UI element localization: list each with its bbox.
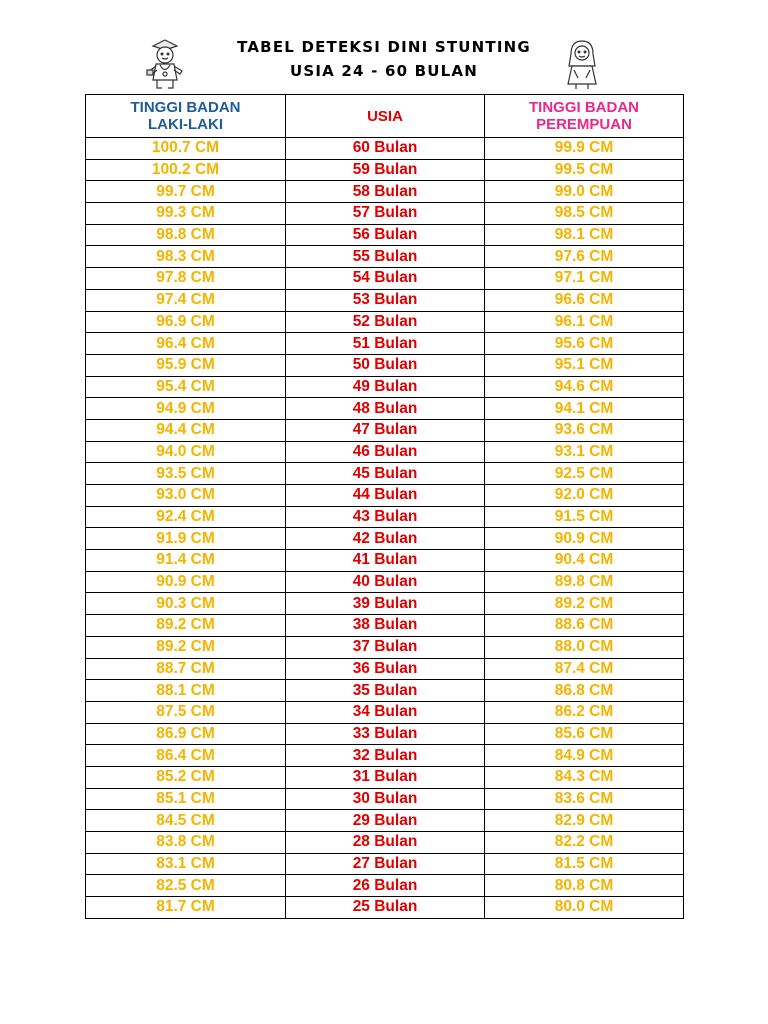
girl-height-cell: 93.1 CM xyxy=(485,441,684,463)
boy-height-cell: 94.9 CM xyxy=(86,398,286,420)
age-cell: 43 Bulan xyxy=(286,506,485,528)
boy-height-cell: 97.8 CM xyxy=(86,268,286,290)
age-cell: 51 Bulan xyxy=(286,333,485,355)
table-row xyxy=(86,593,684,615)
boy-height-cell: 90.3 CM xyxy=(86,593,286,615)
boy-height-cell: 99.7 CM xyxy=(86,181,286,203)
age-cell: 58 Bulan xyxy=(286,181,485,203)
age-cell: 28 Bulan xyxy=(286,832,485,854)
table-row xyxy=(86,441,684,463)
table-row xyxy=(86,875,684,897)
header-boy-height xyxy=(86,95,286,138)
girl-height-cell: 98.1 CM xyxy=(485,224,684,246)
table-row xyxy=(86,463,684,485)
girl-height-cell: 93.6 CM xyxy=(485,419,684,441)
boy-height-cell: 93.0 CM xyxy=(86,485,286,507)
age-cell: 55 Bulan xyxy=(286,246,485,268)
table-row xyxy=(86,138,684,160)
header-age: USIA xyxy=(286,95,485,138)
age-cell: 54 Bulan xyxy=(286,268,485,290)
table-row xyxy=(86,224,684,246)
girl-height-cell: 96.6 CM xyxy=(485,289,684,311)
table-row xyxy=(86,203,684,225)
age-cell: 26 Bulan xyxy=(286,875,485,897)
boy-height-cell: 99.3 CM xyxy=(86,203,286,225)
boy-height-cell: 98.3 CM xyxy=(86,246,286,268)
boy-height-cell: 100.7 CM xyxy=(86,138,286,160)
table-row xyxy=(86,311,684,333)
age-cell: 44 Bulan xyxy=(286,485,485,507)
table-row xyxy=(86,853,684,875)
boy-height-cell: 91.4 CM xyxy=(86,550,286,572)
girl-height-cell: 94.6 CM xyxy=(485,376,684,398)
header-row xyxy=(86,95,684,138)
table-row xyxy=(86,333,684,355)
table-row xyxy=(86,680,684,702)
boy-height-cell: 94.4 CM xyxy=(86,419,286,441)
boy-height-cell: 82.5 CM xyxy=(86,875,286,897)
table-body xyxy=(86,138,684,919)
boy-height-cell: 94.0 CM xyxy=(86,441,286,463)
girl-height-cell: 99.0 CM xyxy=(485,181,684,203)
girl-height-cell: 95.1 CM xyxy=(485,354,684,376)
table-row xyxy=(86,268,684,290)
girl-height-cell: 86.2 CM xyxy=(485,701,684,723)
boy-height-cell: 95.9 CM xyxy=(86,354,286,376)
table-row xyxy=(86,506,684,528)
table-row xyxy=(86,810,684,832)
header-girl-line2: PEREMPUAN xyxy=(536,116,632,133)
table-row xyxy=(86,181,684,203)
age-cell: 39 Bulan xyxy=(286,593,485,615)
age-cell: 45 Bulan xyxy=(286,463,485,485)
table-row xyxy=(86,615,684,637)
boy-height-cell: 87.5 CM xyxy=(86,701,286,723)
girl-height-cell: 91.5 CM xyxy=(485,506,684,528)
boy-height-cell: 86.9 CM xyxy=(86,723,286,745)
girl-height-cell: 90.9 CM xyxy=(485,528,684,550)
girl-height-cell: 80.8 CM xyxy=(485,875,684,897)
table-row xyxy=(86,159,684,181)
girl-height-cell: 82.9 CM xyxy=(485,810,684,832)
age-cell: 35 Bulan xyxy=(286,680,485,702)
table-row xyxy=(86,766,684,788)
age-cell: 32 Bulan xyxy=(286,745,485,767)
age-cell: 47 Bulan xyxy=(286,419,485,441)
age-cell: 49 Bulan xyxy=(286,376,485,398)
age-cell: 52 Bulan xyxy=(286,311,485,333)
boy-height-cell: 88.7 CM xyxy=(86,658,286,680)
girl-height-cell: 90.4 CM xyxy=(485,550,684,572)
table-row xyxy=(86,485,684,507)
age-cell: 48 Bulan xyxy=(286,398,485,420)
age-cell: 29 Bulan xyxy=(286,810,485,832)
table-row xyxy=(86,550,684,572)
girl-height-cell: 85.6 CM xyxy=(485,723,684,745)
girl-height-cell: 96.1 CM xyxy=(485,311,684,333)
age-cell: 53 Bulan xyxy=(286,289,485,311)
table-row xyxy=(86,658,684,680)
table-row xyxy=(86,376,684,398)
age-cell: 30 Bulan xyxy=(286,788,485,810)
age-cell: 36 Bulan xyxy=(286,658,485,680)
age-cell: 56 Bulan xyxy=(286,224,485,246)
girl-height-cell: 98.5 CM xyxy=(485,203,684,225)
boy-height-cell: 89.2 CM xyxy=(86,615,286,637)
header-boy-line1: TINGGI BADAN xyxy=(130,99,241,116)
header-girl-height xyxy=(485,95,684,138)
table-row xyxy=(86,636,684,658)
age-cell: 40 Bulan xyxy=(286,571,485,593)
boy-height-cell: 86.4 CM xyxy=(86,745,286,767)
table-row xyxy=(86,289,684,311)
table-row xyxy=(86,398,684,420)
table-row xyxy=(86,528,684,550)
boy-height-cell: 95.4 CM xyxy=(86,376,286,398)
girl-height-cell: 99.9 CM xyxy=(485,138,684,160)
girl-height-cell: 80.0 CM xyxy=(485,897,684,919)
girl-height-cell: 95.6 CM xyxy=(485,333,684,355)
table-row xyxy=(86,571,684,593)
age-cell: 60 Bulan xyxy=(286,138,485,160)
age-cell: 34 Bulan xyxy=(286,701,485,723)
girl-height-cell: 82.2 CM xyxy=(485,832,684,854)
girl-height-cell: 97.1 CM xyxy=(485,268,684,290)
table-row xyxy=(86,745,684,767)
girl-height-cell: 86.8 CM xyxy=(485,680,684,702)
boy-height-cell: 96.9 CM xyxy=(86,311,286,333)
stunting-table xyxy=(85,94,684,919)
girl-height-cell: 84.3 CM xyxy=(485,766,684,788)
boy-height-cell: 81.7 CM xyxy=(86,897,286,919)
boy-height-cell: 96.4 CM xyxy=(86,333,286,355)
girl-height-cell: 94.1 CM xyxy=(485,398,684,420)
age-cell: 57 Bulan xyxy=(286,203,485,225)
girl-height-cell: 88.0 CM xyxy=(485,636,684,658)
table-row xyxy=(86,832,684,854)
girl-height-cell: 87.4 CM xyxy=(485,658,684,680)
age-cell: 46 Bulan xyxy=(286,441,485,463)
age-cell: 59 Bulan xyxy=(286,159,485,181)
title-line-2: USIA 24 - 60 BULAN xyxy=(290,62,478,80)
girl-height-cell: 89.2 CM xyxy=(485,593,684,615)
table-row xyxy=(86,723,684,745)
table-row xyxy=(86,419,684,441)
age-cell: 50 Bulan xyxy=(286,354,485,376)
girl-height-cell: 89.8 CM xyxy=(485,571,684,593)
boy-height-cell: 83.1 CM xyxy=(86,853,286,875)
girl-height-cell: 99.5 CM xyxy=(485,159,684,181)
age-cell: 41 Bulan xyxy=(286,550,485,572)
girl-height-cell: 81.5 CM xyxy=(485,853,684,875)
age-cell: 31 Bulan xyxy=(286,766,485,788)
boy-height-cell: 91.9 CM xyxy=(86,528,286,550)
age-cell: 38 Bulan xyxy=(286,615,485,637)
boy-height-cell: 83.8 CM xyxy=(86,832,286,854)
boy-height-cell: 84.5 CM xyxy=(86,810,286,832)
boy-height-cell: 88.1 CM xyxy=(86,680,286,702)
age-cell: 42 Bulan xyxy=(286,528,485,550)
boy-height-cell: 92.4 CM xyxy=(86,506,286,528)
boy-height-cell: 98.8 CM xyxy=(86,224,286,246)
table-row xyxy=(86,788,684,810)
girl-height-cell: 92.5 CM xyxy=(485,463,684,485)
age-cell: 37 Bulan xyxy=(286,636,485,658)
girl-height-cell: 83.6 CM xyxy=(485,788,684,810)
age-cell: 27 Bulan xyxy=(286,853,485,875)
title-line-1: TABEL DETEKSI DINI STUNTING xyxy=(237,38,531,56)
boy-height-cell: 85.2 CM xyxy=(86,766,286,788)
girl-height-cell: 97.6 CM xyxy=(485,246,684,268)
table-row xyxy=(86,354,684,376)
girl-height-cell: 88.6 CM xyxy=(485,615,684,637)
table-row xyxy=(86,897,684,919)
table-row xyxy=(86,246,684,268)
boy-height-cell: 89.2 CM xyxy=(86,636,286,658)
boy-height-cell: 93.5 CM xyxy=(86,463,286,485)
girl-height-cell: 84.9 CM xyxy=(485,745,684,767)
age-cell: 25 Bulan xyxy=(286,897,485,919)
age-cell: 33 Bulan xyxy=(286,723,485,745)
boy-height-cell: 85.1 CM xyxy=(86,788,286,810)
boy-height-cell: 100.2 CM xyxy=(86,159,286,181)
header-boy-line2: LAKI-LAKI xyxy=(148,116,223,133)
table-row xyxy=(86,701,684,723)
boy-height-cell: 90.9 CM xyxy=(86,571,286,593)
girl-height-cell: 92.0 CM xyxy=(485,485,684,507)
boy-height-cell: 97.4 CM xyxy=(86,289,286,311)
header-girl-line1: TINGGI BADAN xyxy=(529,99,639,116)
